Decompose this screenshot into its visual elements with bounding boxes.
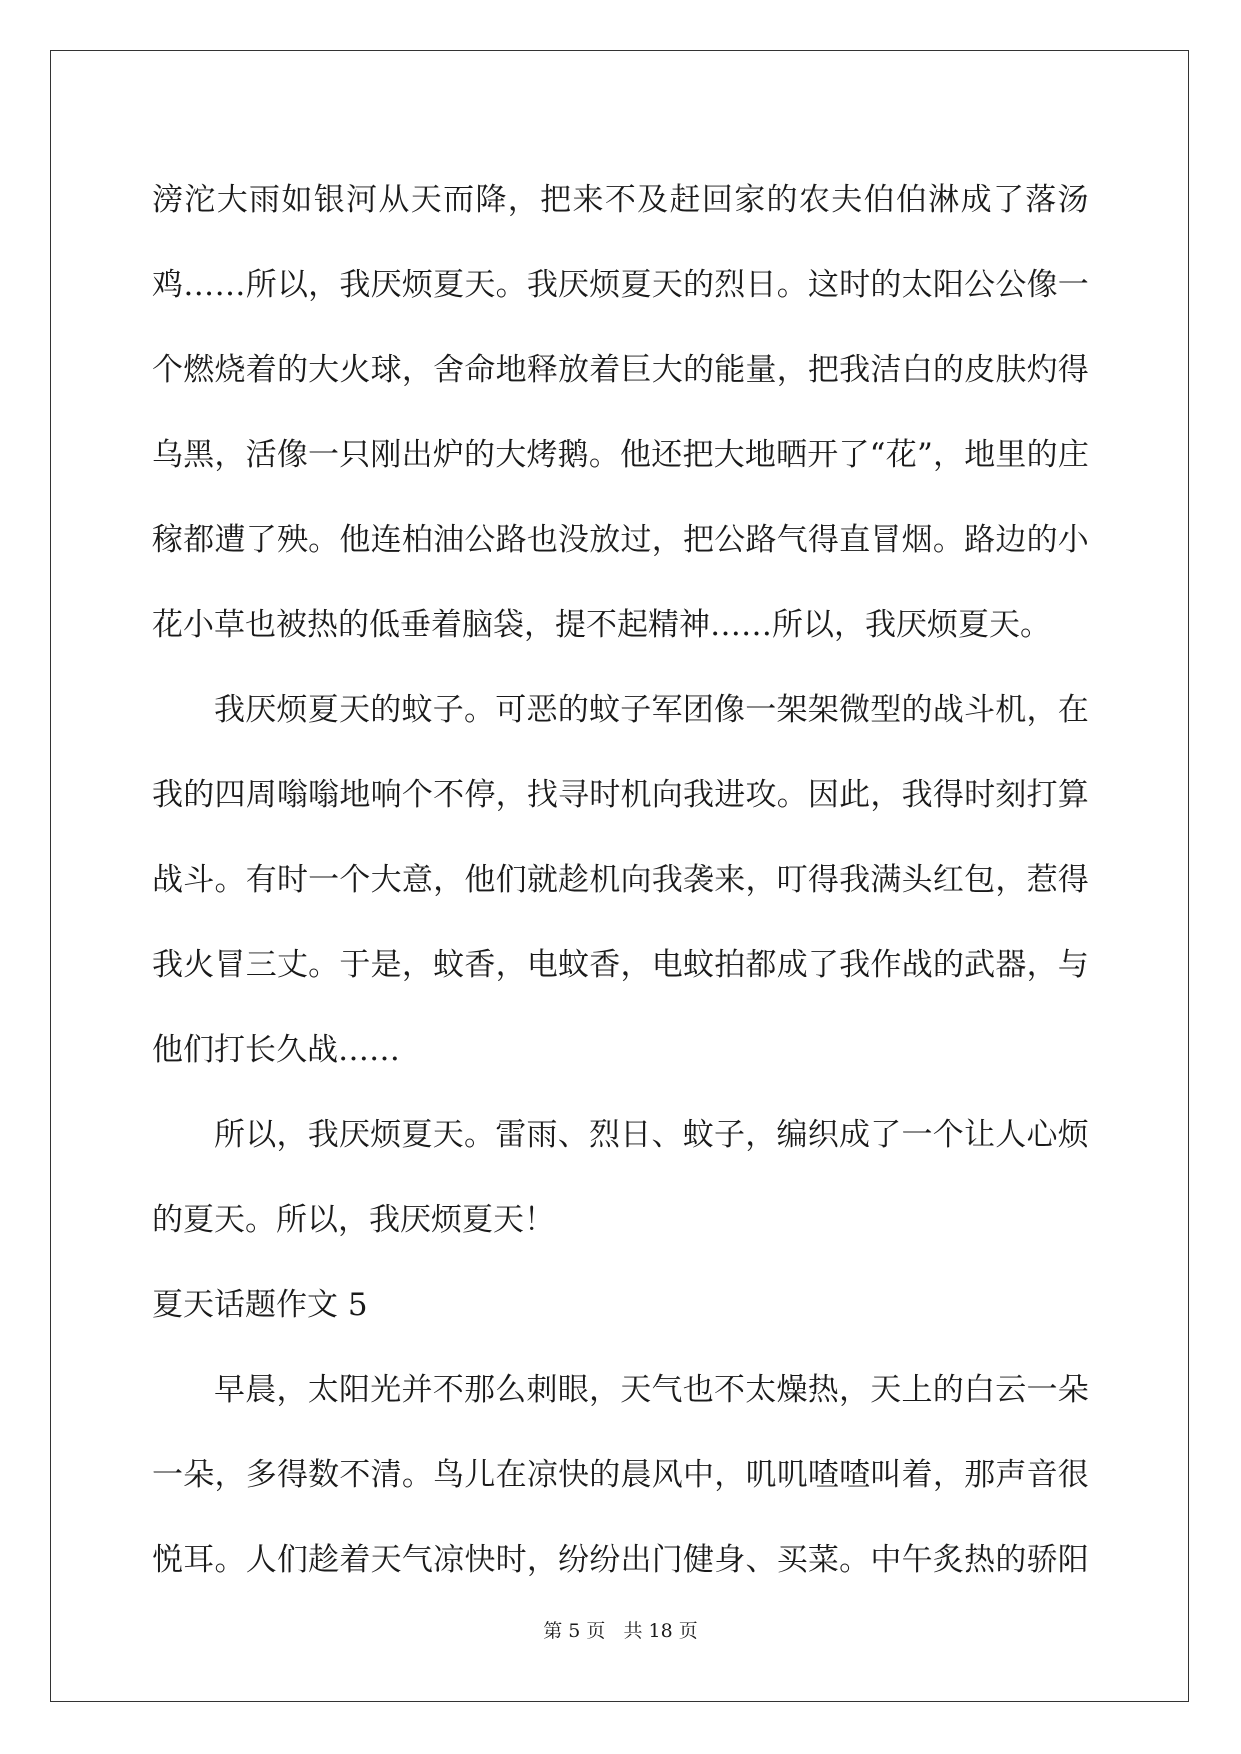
text-line: 早 晨 ， 太 阳 光 并 不 那 么 刺 眼 ， 天 气 也 不 太 燥 热 ， 天 上 的 白 云 一 朵 bbox=[214, 1372, 1089, 1408]
text-line: 花小草也被热的低垂着脑袋，提不起精神……所以，我厌烦夏天。 bbox=[152, 607, 1051, 643]
text-line: 一 朵 ， 多 得 数 不 清 。 鸟 儿 在 凉 快 的 晨 风 中 ， 叽 叽 喳 喳 叫 着 ， 那 声 音 很 bbox=[152, 1457, 1089, 1493]
text-line: 悦 耳 。 人 们 趁 着 天 气 凉 快 时 ， 纷 纷 出 门 健 身 、 买 菜 。 中 午 炙 热 的 骄 阳 bbox=[152, 1542, 1089, 1578]
text-line: 个 燃 烧 着 的 大 火 球 ， 舍 命 地 释 放 着 巨 大 的 能 量 ， 把 我 洁 白 的 皮 肤 灼 得 bbox=[152, 352, 1089, 388]
text-line: 战 斗 。 有 时 一 个 大 意 ， 他 们 就 趁 机 向 我 袭 来 ， 叮 得 我 满 头 红 包 ， 惹 得 bbox=[152, 862, 1089, 898]
text-line: 稼 都 遭 了 殃 。 他 连 柏 油 公 路 也 没 放 过 ， 把 公 路 气 得 直 冒 烟 。 路 边 的 小 bbox=[152, 522, 1089, 558]
document-body bbox=[152, 158, 1089, 1603]
text-line: 滂 沱 大 雨 如 银 河 从 天 而 降 ， 把 来 不 及 赶 回 家 的 农 夫 伯 伯 淋 成 了 落 汤 bbox=[152, 182, 1089, 218]
text-line: 我 厌 烦 夏 天 的 蚊 子 。 可 恶 的 蚊 子 军 团 像 一 架 架 微 型 的 战 斗 机 ， 在 bbox=[214, 692, 1089, 728]
text-line: 我 的 四 周 嗡 嗡 地 响 个 不 停 ， 找 寻 时 机 向 我 进 攻 。 因 此 ， 我 得 时 刻 打 算 bbox=[152, 777, 1089, 813]
text-line: 乌 黑 ， 活 像 一 只 刚 出 炉 的 大 烤 鹅 。 他 还 把 大 地 晒 开 了 “ 花 ” ， 地 里 的 庄 bbox=[152, 437, 1089, 473]
text-line: 鸡 … … 所 以 ， 我 厌 烦 夏 天 。 我 厌 烦 夏 天 的 烈 日 。 这 时 的 太 阳 公 公 像 一 bbox=[152, 267, 1089, 303]
text-line: 我 火 冒 三 丈 。 于 是 ， 蚊 香 ， 电 蚊 香 ， 电 蚊 拍 都 成 了 我 作 战 的 武 器 ， 与 bbox=[152, 947, 1089, 983]
text-line: 他们打长久战…… bbox=[152, 1032, 400, 1068]
page-number: 第 5 页 bbox=[543, 1620, 606, 1642]
page-total: 共 18 页 bbox=[623, 1620, 698, 1642]
text-line: 夏天话题作文 5 bbox=[152, 1287, 368, 1323]
text-line: 的夏天。所以，我厌烦夏天！ bbox=[152, 1202, 555, 1238]
text-line: 所 以 ， 我 厌 烦 夏 天 。 雷 雨 、 烈 日 、 蚊 子 ， 编 织 成 了 一 个 让 人 心 烦 bbox=[214, 1117, 1089, 1153]
page-footer bbox=[0, 1616, 1241, 1643]
